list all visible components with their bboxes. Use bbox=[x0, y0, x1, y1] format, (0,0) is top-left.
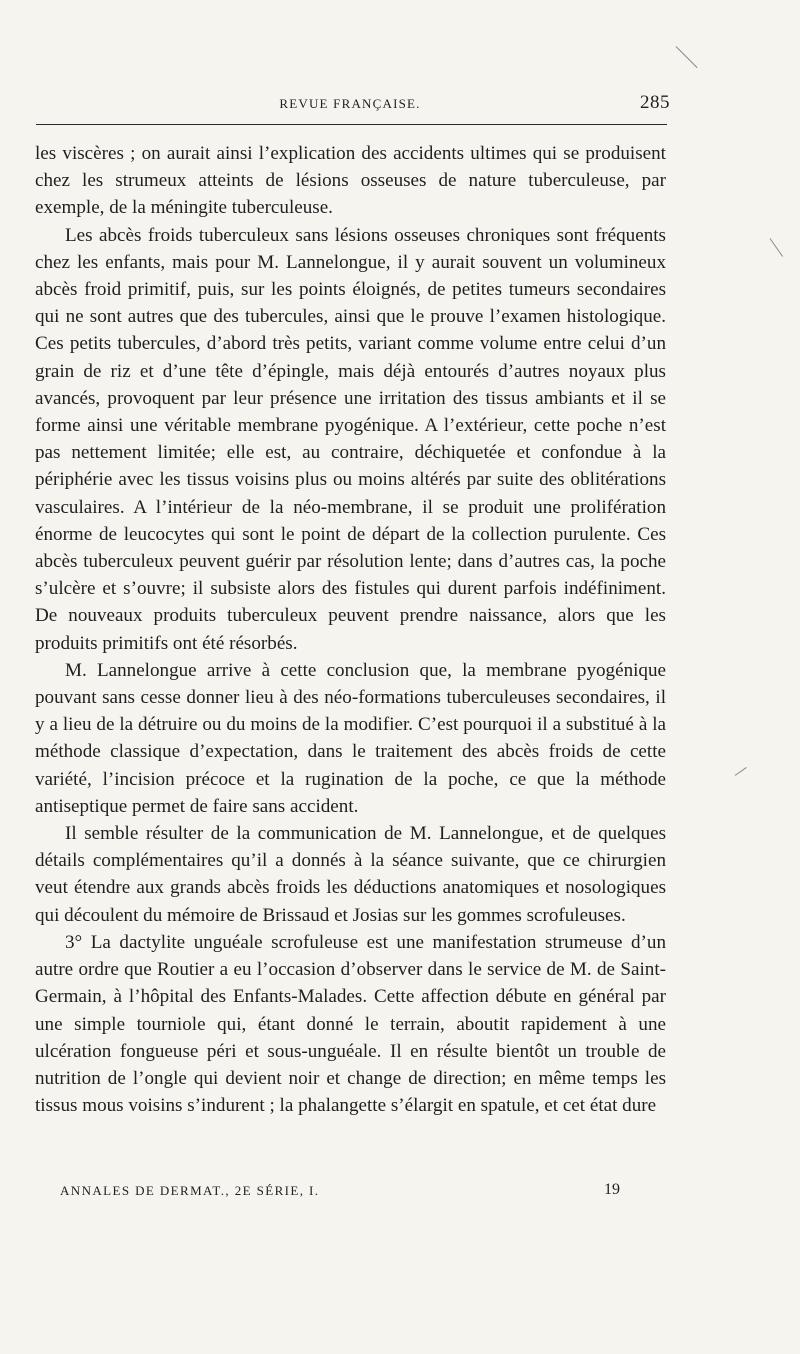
running-head bbox=[30, 92, 670, 114]
paragraph-2: Les abcès froids tuberculeux sans lésions osseuses chroniques sont fréquents chez les enfants, mais pour M. Lannelongue, il y aurait souvent un volumineux abcès froid primitif, puis, sur les points éloignés, de petites tumeurs secondaires qui ne sont autres que des tubercules, ainsi que le prouve l’examen histologique. Ces petits tubercules, d’abord très petits, variant comme volume entre celui d’un grain de riz et d’une tête d’épingle, mais déjà entourés d’autres noyaux plus avancés, provoquent par leur présence une irritation des tissus ambiants et il se forme ainsi une véritable membrane pyogénique. A l’extérieur, cette poche n’est pas nettement limitée; elle est, au contraire, déchiquetée et confondue à la périphérie avec les tissus voisins plus ou moins altérés par suite des oblitérations vasculaires. A l’intérieur de la néo-membrane, il se produit une prolifération énorme de leucocytes qui sont le point de départ de la collection purulente. Ces abcès tuberculeux peuvent guérir par résolution lente; dans d’autres cas, la poche s’ulcère et s’ouvre; il subsiste alors des fistules qui durent parfois indéfiniment. De nouveaux produits tuberculeux peuvent prendre naissance, alors que les produits primitifs ont été résorbés. bbox=[35, 224, 666, 654]
running-title: REVUE FRANÇAISE. bbox=[279, 96, 421, 111]
body-text bbox=[35, 140, 666, 1119]
margin-scratch-mark bbox=[676, 46, 698, 68]
footer-journal-title: ANNALES DE DERMAT., 2E SÉRIE, I. bbox=[60, 1183, 320, 1198]
margin-scratch-mark bbox=[735, 767, 747, 776]
signature-mark: 19 bbox=[604, 1181, 620, 1198]
margin-scratch-mark bbox=[770, 238, 783, 257]
paragraph-3: M. Lannelongue arrive à cette conclusion que, la membrane pyogénique pouvant sans cesse donner lieu à des néo-formations tuberculeuses secondaires, il y a lieu de la détruire ou du moins de la modifier. C’est pourquoi il a substitué à la méthode classique d’expectation, dans le traitement des abcès froids de cette variété, l’incision précoce et la rugination de la poche, ce que la méthode antiseptique permet de faire sans accident. bbox=[35, 659, 666, 817]
header-rule bbox=[36, 124, 667, 125]
paragraph-1: les viscères ; on aurait ainsi l’explication des accidents ultimes qui se produisent chez les strumeux atteints de lésions osseuses de nature tuberculeuse, par exemple, de la méningite tuberculeuse. bbox=[35, 143, 666, 219]
page-footer bbox=[60, 1181, 620, 1203]
paragraph-5: 3° La dactylite unguéale scrofuleuse est une manifestation strumeuse d’un autre ordre que Routier a eu l’occasion d’observer dans le service de M. de Saint-Germain, à l’hôpital des Enfants-Malades. Cette affection débute en général par une simple tourniole qui, étant donné le terrain, aboutit rapidement à une ulcération fongueuse péri et sous-unguéale. Il en résulte bientôt un trouble de nutrition de l’ongle qui devient noir et change de direction; en même temps les tissus mous voisins s’indurent ; la phalangette s’élargit en spatule, et cet état dure bbox=[35, 931, 666, 1117]
paragraph-4: Il semble résulter de la communication de M. Lannelongue, et de quelques détails complémentaires qu’il a donnés à la séance suivante, que ce chirurgien veut étendre aux grands abcès froids les déductions anatomiques et nosologiques qui découlent du mémoire de Brissaud et Josias sur les gommes scrofuleuses. bbox=[35, 823, 666, 926]
page-number: 285 bbox=[640, 92, 670, 113]
